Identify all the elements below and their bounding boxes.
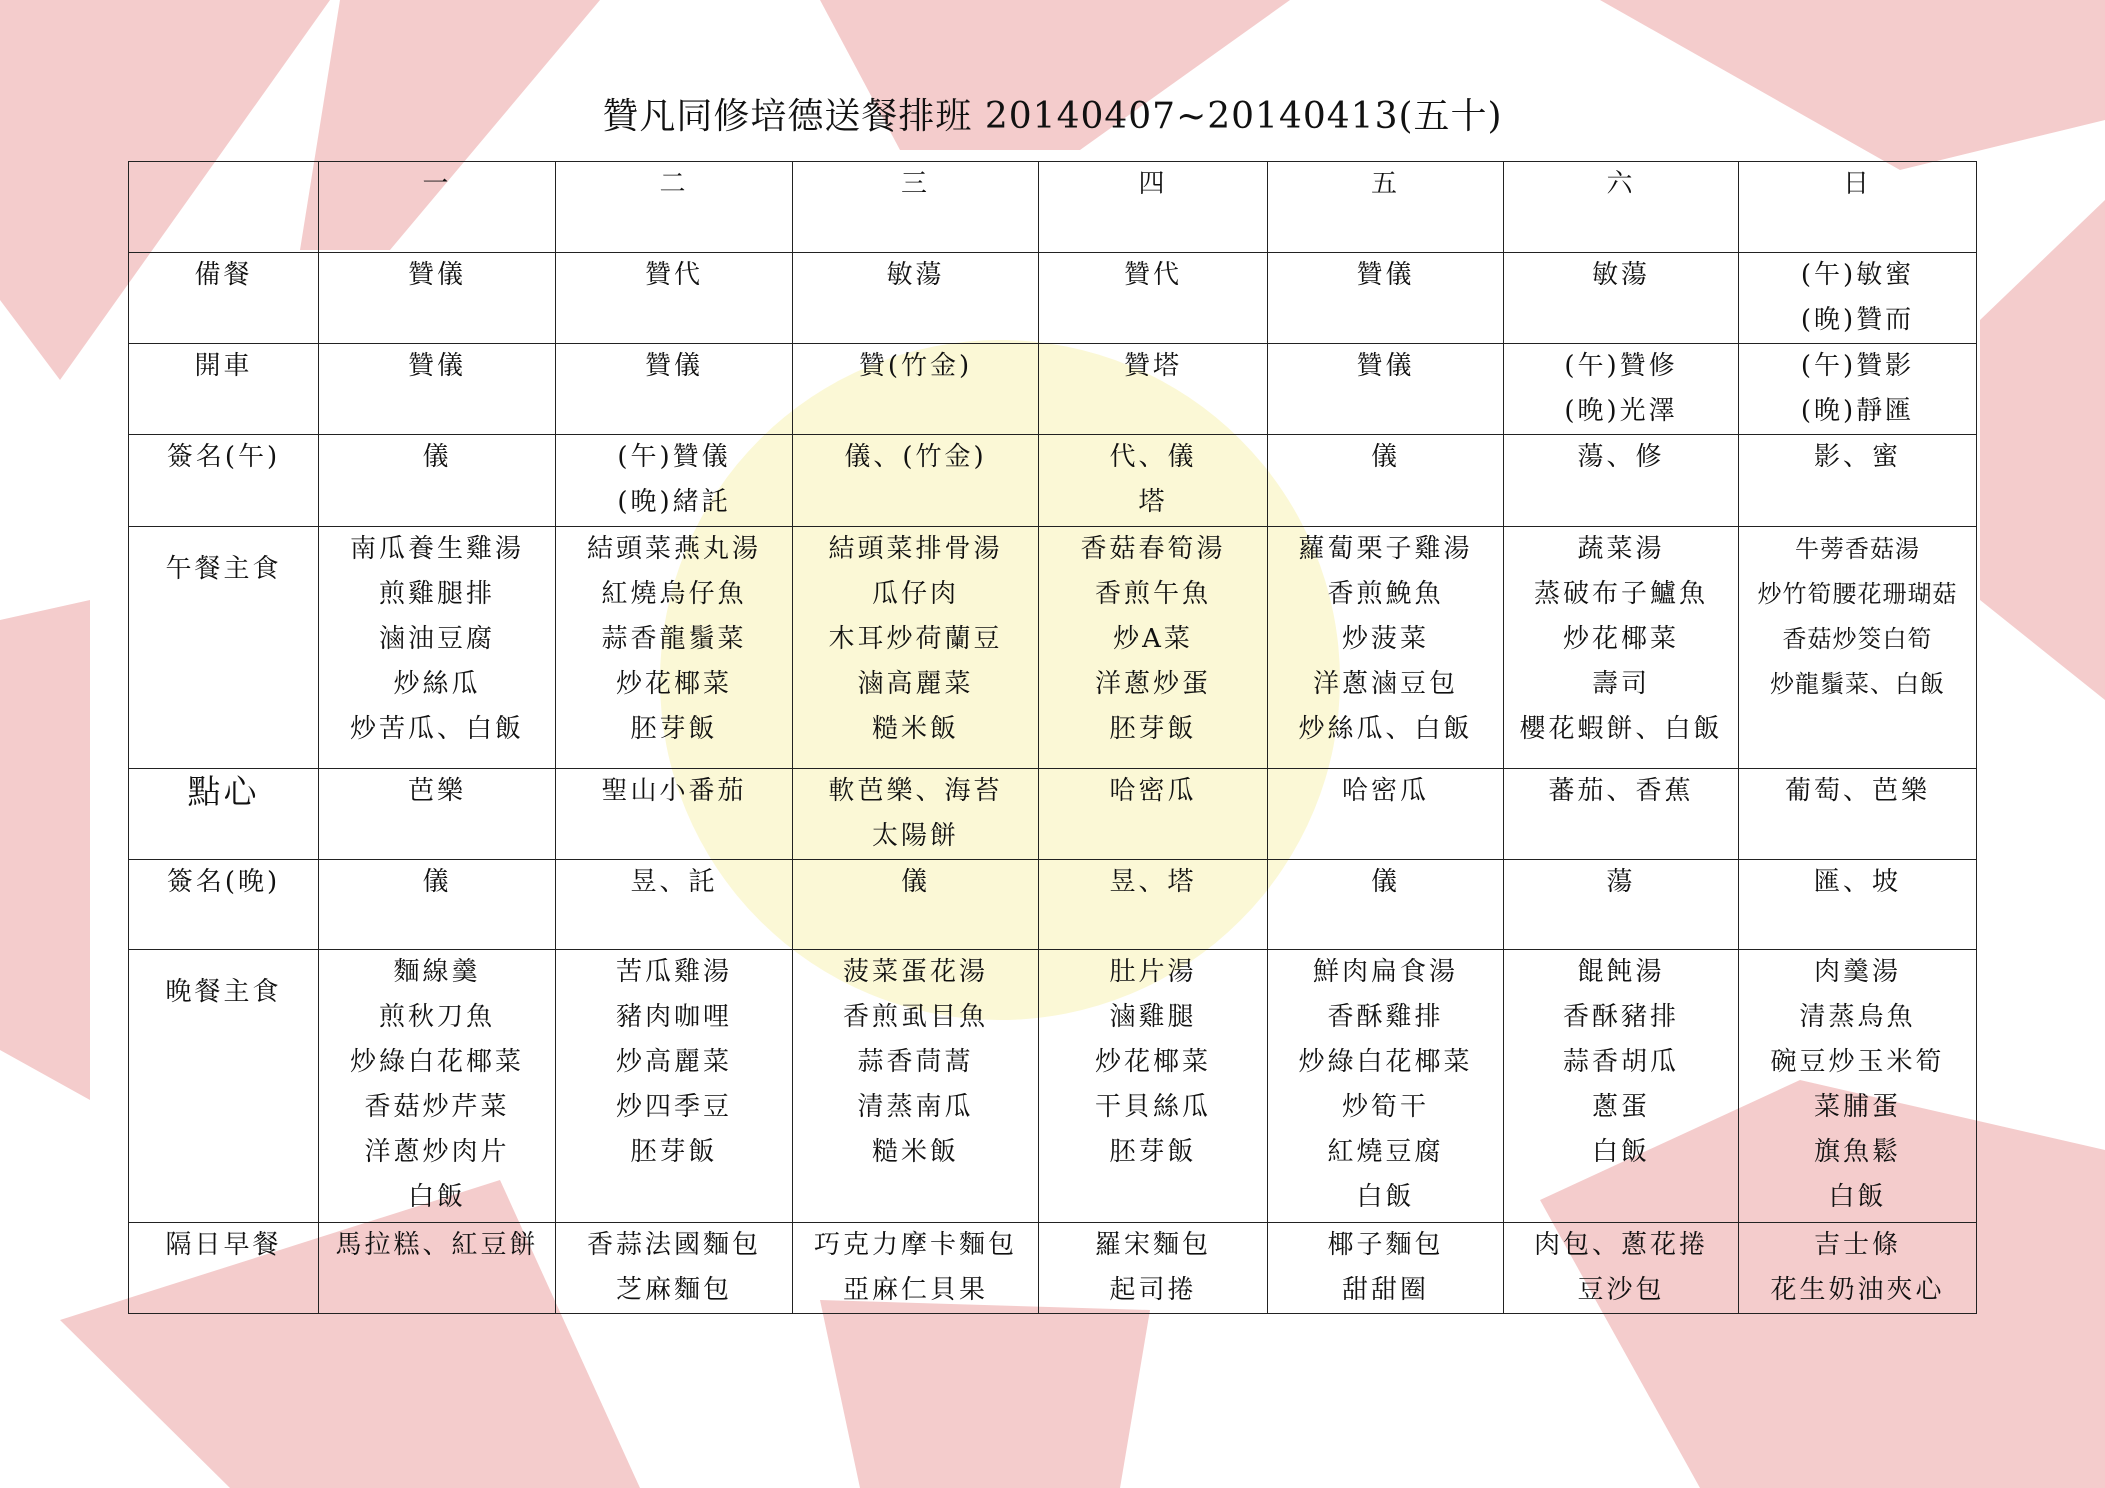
cell-line: 胚芽飯 (630, 713, 718, 744)
cell-line: 贊儀 (644, 351, 703, 382)
cell-line: (晚)光澤 (1564, 396, 1678, 427)
cell-line: 蔥蛋 (1591, 1092, 1650, 1123)
table-cell (1039, 1222, 1268, 1313)
day-header: 五 (1268, 162, 1504, 253)
row-label: 午餐主食 (129, 526, 319, 768)
cell-line: 旗魚鬆 (1813, 1137, 1901, 1168)
cell-line: 櫻花蝦餅、白飯 (1519, 713, 1723, 744)
cell-line: 炒A菜 (1113, 623, 1193, 654)
table-cell (1739, 526, 1977, 768)
cell-line: 蕃茄、香蕉 (1548, 776, 1694, 807)
table-cell (1504, 769, 1739, 860)
cell-line: 白飯 (1828, 1182, 1887, 1213)
cell-line: 南瓜養生雞湯 (349, 533, 524, 564)
cell-line: 羅宋麵包 (1094, 1229, 1211, 1260)
table-cell (1039, 950, 1268, 1222)
cell-line: 豬肉咖哩 (615, 1002, 732, 1033)
day-header: 六 (1504, 162, 1739, 253)
cell-line: 香菇春筍湯 (1080, 533, 1226, 564)
cell-line: 儀 (900, 867, 930, 898)
cell-line: 炒菠菜 (1341, 623, 1429, 654)
row-label: 晚餐主食 (129, 950, 319, 1222)
cell-line: 紅燒豆腐 (1327, 1137, 1444, 1168)
cell-line: 洋蔥滷豆包 (1312, 668, 1458, 699)
day-header: 三 (793, 162, 1039, 253)
table-cell (1504, 435, 1739, 526)
cell-line: 清蒸烏魚 (1799, 1002, 1916, 1033)
corner-cell (129, 162, 319, 253)
cell-line: 白飯 (407, 1182, 466, 1213)
cell-line: 蔬菜湯 (1577, 533, 1665, 564)
cell-line: 香煎鮸魚 (1327, 578, 1444, 609)
table-cell (1739, 435, 1977, 526)
cell-line: 哈密瓜 (1109, 776, 1197, 807)
cell-line: 胚芽飯 (1109, 1137, 1197, 1168)
cell-line: (晚)緒託 (617, 487, 731, 518)
cell-line: 洋蔥炒蛋 (1094, 668, 1211, 699)
cell-line: 洋蔥炒肉片 (364, 1137, 510, 1168)
cell-line: 炒竹筍腰花珊瑚菇 (1757, 579, 1958, 608)
cell-line: 椰子麵包 (1327, 1229, 1444, 1260)
cell-line: 儀 (1370, 867, 1400, 898)
cell-line: 敏蕩 (886, 260, 945, 291)
cell-line: 贊代 (1123, 260, 1182, 291)
cell-line: 昱、託 (630, 867, 718, 898)
cell-line: 炒綠白花椰菜 (349, 1047, 524, 1078)
cell-line: 清蒸南瓜 (857, 1092, 974, 1123)
table-cell (1268, 435, 1504, 526)
row-label: 開車 (129, 344, 319, 435)
table-cell (1504, 1222, 1739, 1313)
cell-line: 蘿蔔栗子雞湯 (1298, 533, 1473, 564)
table-cell (1739, 253, 1977, 344)
cell-line: 代、儀 (1109, 442, 1197, 473)
table-row (129, 1222, 1977, 1313)
cell-line: (晚)靜匯 (1800, 396, 1915, 427)
schedule-table (128, 161, 1977, 1314)
row-label: 點心 (129, 769, 319, 860)
table-cell (319, 769, 556, 860)
table-cell (1039, 344, 1268, 435)
table-row (129, 526, 1977, 768)
cell-line: 葡萄、芭樂 (1784, 776, 1930, 807)
table-cell (1039, 435, 1268, 526)
cell-line: 香菇炒芹菜 (364, 1092, 510, 1123)
table-cell (1268, 526, 1504, 768)
cell-line: 巧克力摩卡麵包 (813, 1229, 1017, 1260)
day-header: 四 (1039, 162, 1268, 253)
cell-line: 糙米飯 (871, 1137, 959, 1168)
cell-line: 起司捲 (1109, 1274, 1197, 1305)
cell-line: 肉包、蔥花捲 (1533, 1229, 1708, 1260)
cell-line: 白飯 (1356, 1182, 1415, 1213)
cell-line: 儀 (422, 867, 452, 898)
table-cell (556, 526, 793, 768)
cell-line: 香煎午魚 (1094, 578, 1211, 609)
cell-line: 太陽餅 (871, 821, 959, 852)
cell-line: 炒高麗菜 (615, 1047, 732, 1078)
cell-line: 昱、塔 (1109, 867, 1197, 898)
table-cell (556, 1222, 793, 1313)
cell-line: 炒絲瓜、白飯 (1298, 713, 1473, 744)
cell-line: 蒜香龍鬚菜 (601, 623, 747, 654)
cell-line: 香煎虱目魚 (842, 1002, 988, 1033)
cell-line: 胚芽飯 (1109, 713, 1197, 744)
table-cell (793, 526, 1039, 768)
table-cell (1268, 1222, 1504, 1313)
row-label: 簽名(午) (129, 435, 319, 526)
day-header: 日 (1739, 162, 1977, 253)
cell-line: 鮮肉扁食湯 (1312, 957, 1458, 988)
table-cell (1039, 526, 1268, 768)
table-cell (1739, 344, 1977, 435)
cell-line: 贊塔 (1123, 351, 1182, 382)
table-cell (1039, 860, 1268, 950)
table-cell (1268, 344, 1504, 435)
cell-line: 菜脯蛋 (1813, 1092, 1901, 1123)
cell-line: 儀 (1370, 442, 1400, 473)
cell-line: 苦瓜雞湯 (615, 957, 732, 988)
table-cell (793, 860, 1039, 950)
cell-line: 儀 (422, 442, 452, 473)
cell-line: 哈密瓜 (1341, 776, 1429, 807)
cell-line: 贊儀 (1356, 351, 1415, 382)
cell-line: 炒綠白花椰菜 (1298, 1047, 1473, 1078)
table-row (129, 950, 1977, 1222)
cell-line: (晚)贊而 (1800, 305, 1915, 336)
cell-line: 壽司 (1591, 668, 1650, 699)
table-row (129, 253, 1977, 344)
day-header: 二 (556, 162, 793, 253)
table-cell (1039, 253, 1268, 344)
table-cell (319, 435, 556, 526)
table-cell (1504, 860, 1739, 950)
cell-line: 花生奶油夾心 (1770, 1274, 1945, 1305)
cell-line: 豆沙包 (1577, 1274, 1665, 1305)
table-cell (1504, 253, 1739, 344)
day-header: 一 (319, 162, 556, 253)
cell-line: 滷雞腿 (1109, 1002, 1197, 1033)
table-cell (319, 1222, 556, 1313)
cell-line: 贊(竹金) (858, 351, 973, 382)
cell-line: 紅燒烏仔魚 (601, 578, 747, 609)
table-cell (1504, 344, 1739, 435)
table-cell (793, 435, 1039, 526)
cell-line: 蕩 (1606, 867, 1636, 898)
cell-line: 炒花椰菜 (1562, 623, 1679, 654)
table-cell (1739, 769, 1977, 860)
cell-line: 白飯 (1591, 1137, 1650, 1168)
table-cell (319, 526, 556, 768)
cell-line: 麵線羹 (393, 957, 481, 988)
table-cell (793, 1222, 1039, 1313)
table-cell (1268, 860, 1504, 950)
cell-line: 菠菜蛋花湯 (842, 957, 988, 988)
cell-line: 香蒜法國麵包 (586, 1229, 761, 1260)
cell-line: 木耳炒荷蘭豆 (828, 623, 1003, 654)
cell-line: 炒苦瓜、白飯 (349, 713, 524, 744)
table-cell (319, 950, 556, 1222)
table-cell (1268, 253, 1504, 344)
cell-line: (午)贊修 (1564, 351, 1678, 382)
table-cell (319, 860, 556, 950)
table-cell (1739, 950, 1977, 1222)
table-cell (556, 435, 793, 526)
cell-line: 軟芭樂、海苔 (828, 776, 1003, 807)
cell-line: 香菇炒筊白筍 (1782, 624, 1933, 653)
cell-line: 炒絲瓜 (393, 668, 481, 699)
cell-line: 糙米飯 (871, 713, 959, 744)
table-cell (793, 950, 1039, 1222)
page-title: 贊凡同修培德送餐排班 20140407~20140413(五十) (602, 96, 1503, 137)
cell-line: 亞麻仁貝果 (842, 1274, 988, 1305)
cell-line: 儀、(竹金) (844, 442, 987, 473)
cell-line: 香酥豬排 (1562, 1002, 1679, 1033)
cell-line: 結頭菜燕丸湯 (586, 533, 761, 564)
cell-line: 蒜香茼蒿 (857, 1047, 974, 1078)
table-cell (793, 344, 1039, 435)
table-cell (1504, 950, 1739, 1222)
table-cell (1739, 860, 1977, 950)
cell-line: 贊儀 (407, 351, 466, 382)
cell-line: 贊儀 (407, 260, 466, 291)
cell-line: 蒜香胡瓜 (1562, 1047, 1679, 1078)
table-cell (556, 253, 793, 344)
cell-line: 吉士條 (1813, 1229, 1901, 1260)
table-cell (793, 253, 1039, 344)
cell-line: 餛飩湯 (1577, 957, 1665, 988)
cell-line: 肉羹湯 (1813, 957, 1901, 988)
cell-line: 炒花椰菜 (615, 668, 732, 699)
cell-line: 匯、坡 (1813, 867, 1901, 898)
cell-line: 煎秋刀魚 (378, 1002, 495, 1033)
cell-line: 牛蒡香菇湯 (1795, 534, 1920, 563)
table-cell (319, 253, 556, 344)
cell-line: 香酥雞排 (1327, 1002, 1444, 1033)
cell-line: 炒筍干 (1341, 1092, 1429, 1123)
table-cell (1039, 769, 1268, 860)
cell-line: 炒四季豆 (615, 1092, 732, 1123)
cell-line: 贊儀 (1356, 260, 1415, 291)
row-label: 簽名(晚) (129, 860, 319, 950)
cell-line: 炒花椰菜 (1094, 1047, 1211, 1078)
cell-line: 塔 (1138, 487, 1168, 518)
cell-line: 干貝絲瓜 (1094, 1092, 1211, 1123)
table-cell (1268, 769, 1504, 860)
cell-line: 碗豆炒玉米筍 (1770, 1047, 1945, 1078)
cell-line: 結頭菜排骨湯 (828, 533, 1003, 564)
row-label: 備餐 (129, 253, 319, 344)
cell-line: 胚芽飯 (630, 1137, 718, 1168)
cell-line: 敏蕩 (1591, 260, 1650, 291)
cell-line: 炒龍鬚菜、白飯 (1770, 669, 1945, 698)
table-cell (556, 950, 793, 1222)
row-label: 隔日早餐 (129, 1222, 319, 1313)
cell-line: 甜甜圈 (1341, 1274, 1429, 1305)
table-row (129, 860, 1977, 950)
cell-line: 芝麻麵包 (615, 1274, 732, 1305)
table-cell (556, 344, 793, 435)
cell-line: 影、蜜 (1813, 442, 1901, 473)
table-cell (319, 344, 556, 435)
table-cell (793, 769, 1039, 860)
table-cell (556, 860, 793, 950)
table-row (129, 435, 1977, 526)
cell-line: 聖山小番茄 (601, 776, 747, 807)
cell-line: 蒸破布子鱸魚 (1533, 578, 1708, 609)
cell-line: 肚片湯 (1109, 957, 1197, 988)
day-header-row (129, 162, 1977, 253)
cell-line: 芭樂 (407, 776, 466, 807)
table-cell (1268, 950, 1504, 1222)
cell-line: 滷高麗菜 (857, 668, 974, 699)
table-row (129, 344, 1977, 435)
table-cell (556, 769, 793, 860)
table-cell (1504, 526, 1739, 768)
table-row (129, 769, 1977, 860)
cell-line: (午)贊儀 (617, 442, 731, 473)
cell-line: 馬拉糕、紅豆餅 (335, 1229, 539, 1260)
cell-line: 瓜仔肉 (871, 578, 959, 609)
table-cell (1739, 1222, 1977, 1313)
cell-line: 贊代 (644, 260, 703, 291)
cell-line: 煎雞腿排 (378, 578, 495, 609)
cell-line: 蕩、修 (1577, 442, 1665, 473)
cell-line: (午)敏蜜 (1800, 260, 1915, 291)
cell-line: (午)贊影 (1800, 351, 1915, 382)
cell-line: 滷油豆腐 (378, 623, 495, 654)
